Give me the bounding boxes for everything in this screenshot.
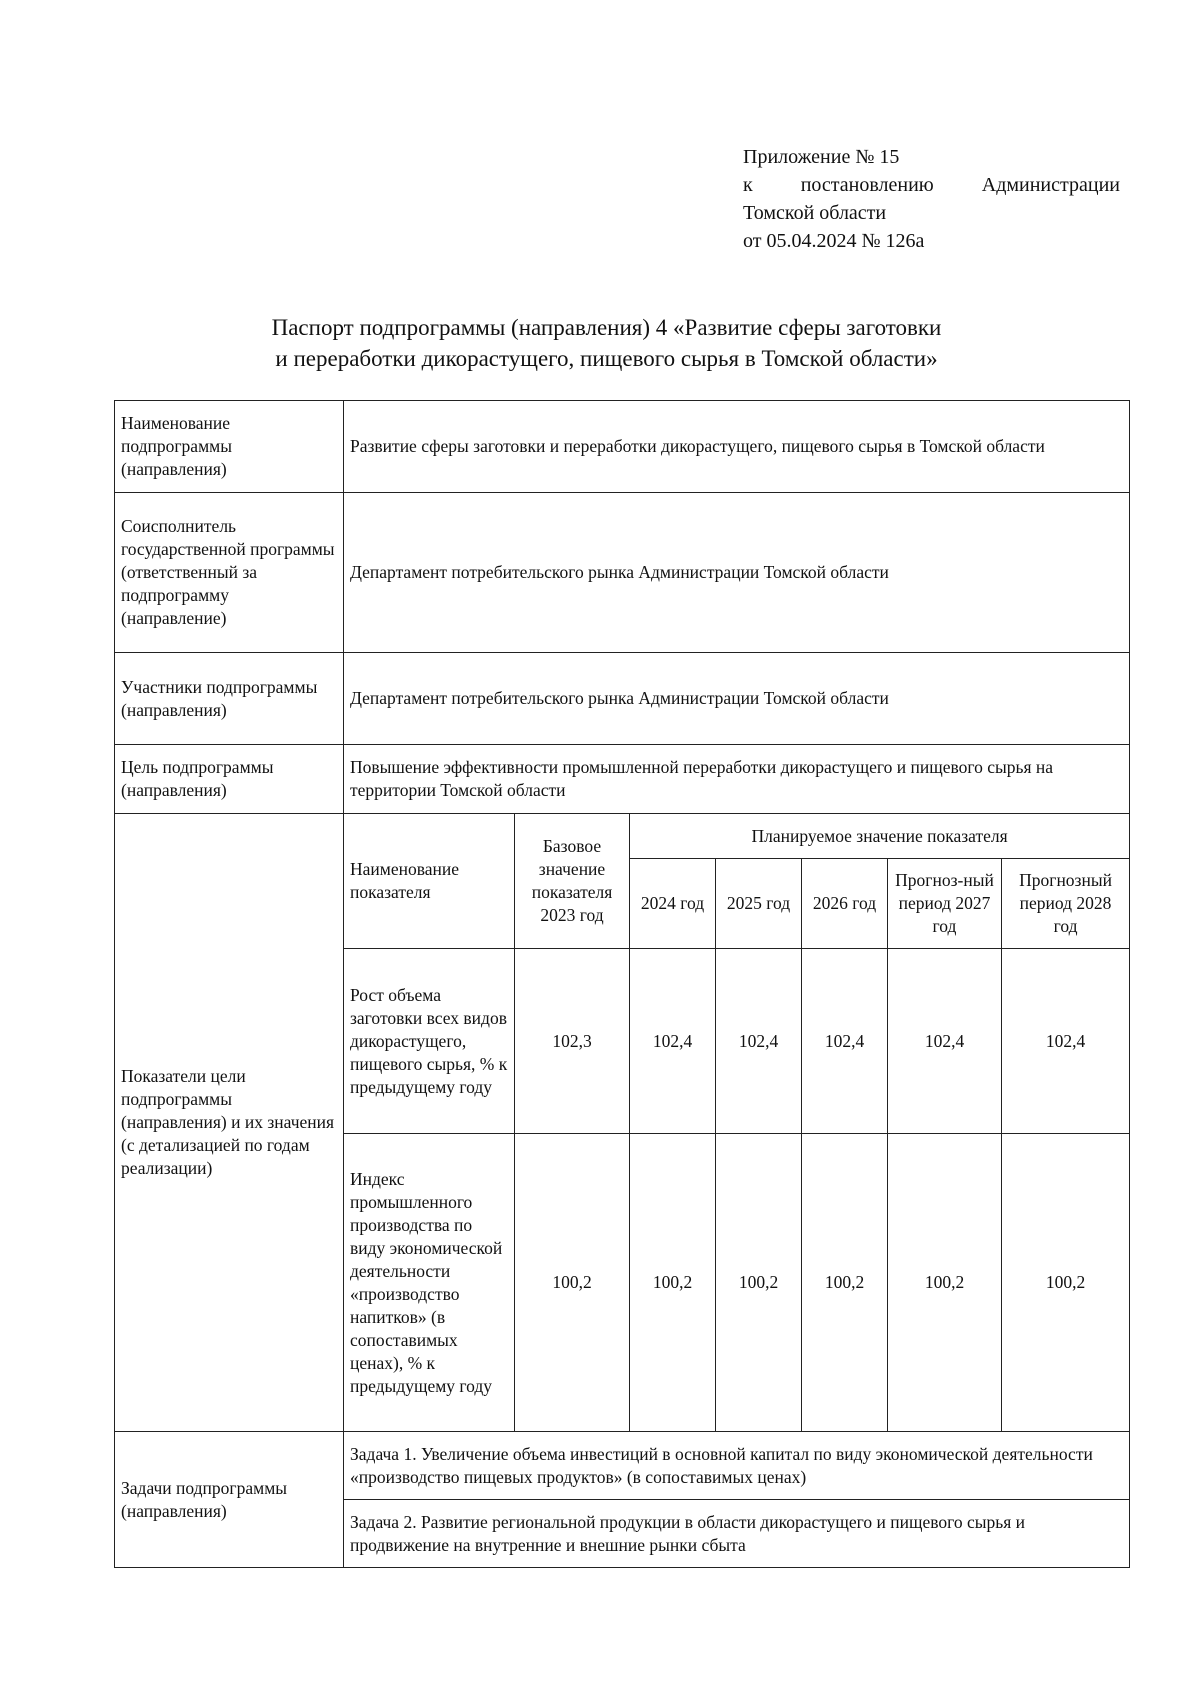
document-title (113, 312, 1100, 374)
appendix-resolution-line (743, 171, 1120, 199)
row-goal (115, 745, 1130, 814)
indicator-2-2028: 100,2 (1002, 1134, 1130, 1432)
participants-label: Участники подпрограммы (направления) (115, 653, 344, 745)
appendix-word-k: к (743, 174, 753, 196)
indicator-1-base: 102,3 (515, 949, 630, 1134)
tasks-label: Задачи подпрограммы (направления) (115, 1432, 344, 1568)
indicators-label: Показатели цели подпрограммы (направления) и их значения (с детализацией по годам реализации) (115, 814, 344, 1432)
header-year-2027: Прогноз-ный период 2027 год (888, 859, 1002, 949)
indicator-2-base: 100,2 (515, 1134, 630, 1432)
appendix-date-number: от 05.04.2024 № 126а (743, 230, 925, 252)
header-base-value: Базовое значение показателя 2023 год (515, 814, 630, 949)
header-indicator-name: Наименование показателя (344, 814, 515, 949)
indicator-2-2027: 100,2 (888, 1134, 1002, 1432)
header-year-2025: 2025 год (716, 859, 802, 949)
appendix-word-administration: Администрации (981, 174, 1120, 196)
name-value: Развитие сферы заготовки и переработки дикорастущего, пищевого сырья в Томской области (344, 401, 1130, 493)
goal-value: Повышение эффективности промышленной переработки дикорастущего и пищевого сырья на территории Томской области (344, 745, 1130, 814)
participants-value: Департамент потребительского рынка Администрации Томской области (344, 653, 1130, 745)
row-task-1 (115, 1432, 1130, 1500)
header-planned-value: Планируемое значение показателя (630, 814, 1130, 859)
name-label: Наименование подпрограммы (направления) (115, 401, 344, 493)
indicators-header-row-1 (115, 814, 1130, 859)
task-1: Задача 1. Увеличение объема инвестиций в основной капитал по виду экономической деятельности «производство пищевых продуктов» (в сопоставимых ценах) (344, 1432, 1130, 1500)
indicator-1-2026: 102,4 (802, 949, 888, 1134)
row-participants (115, 653, 1130, 745)
appendix-number: Приложение № 15 (743, 146, 900, 168)
indicator-2-2024: 100,2 (630, 1134, 716, 1432)
row-name (115, 401, 1130, 493)
passport-table (114, 400, 1130, 1568)
title-line-2: и переработки дикорастущего, пищевого сырья в Томской области» (275, 346, 938, 371)
header-year-2026: 2026 год (802, 859, 888, 949)
goal-label: Цель подпрограммы (направления) (115, 745, 344, 814)
indicator-1-2028: 102,4 (1002, 949, 1130, 1134)
row-coexecutor (115, 493, 1130, 653)
indicator-1-name: Рост объема заготовки всех видов дикорастущего, пищевого сырья, % к предыдущему году (344, 949, 515, 1134)
header-year-2024: 2024 год (630, 859, 716, 949)
appendix-word-resolution: постановлению (800, 174, 934, 196)
title-line-1: Паспорт подпрограммы (направления) 4 «Развитие сферы заготовки (271, 315, 942, 340)
indicator-2-2025: 100,2 (716, 1134, 802, 1432)
task-2: Задача 2. Развитие региональной продукции в области дикорастущего и пищевого сырья и продвижение на внутренние и внешние рынки сбыта (344, 1500, 1130, 1568)
coexecutor-label: Соисполнитель государственной программы (ответственный за подпрограмму (направление) (115, 493, 344, 653)
indicator-2-2026: 100,2 (802, 1134, 888, 1432)
header-year-2028: Прогнозный период 2028 год (1002, 859, 1130, 949)
indicator-1-2025: 102,4 (716, 949, 802, 1134)
indicator-1-2027: 102,4 (888, 949, 1002, 1134)
coexecutor-value: Департамент потребительского рынка Администрации Томской области (344, 493, 1130, 653)
indicator-2-name: Индекс промышленного производства по виду экономической деятельности «производство напитков» (в сопоставимых ценах), % к предыдущему году (344, 1134, 515, 1432)
appendix-region: Томской области (743, 202, 887, 224)
appendix-header (743, 143, 1120, 255)
indicator-1-2024: 102,4 (630, 949, 716, 1134)
